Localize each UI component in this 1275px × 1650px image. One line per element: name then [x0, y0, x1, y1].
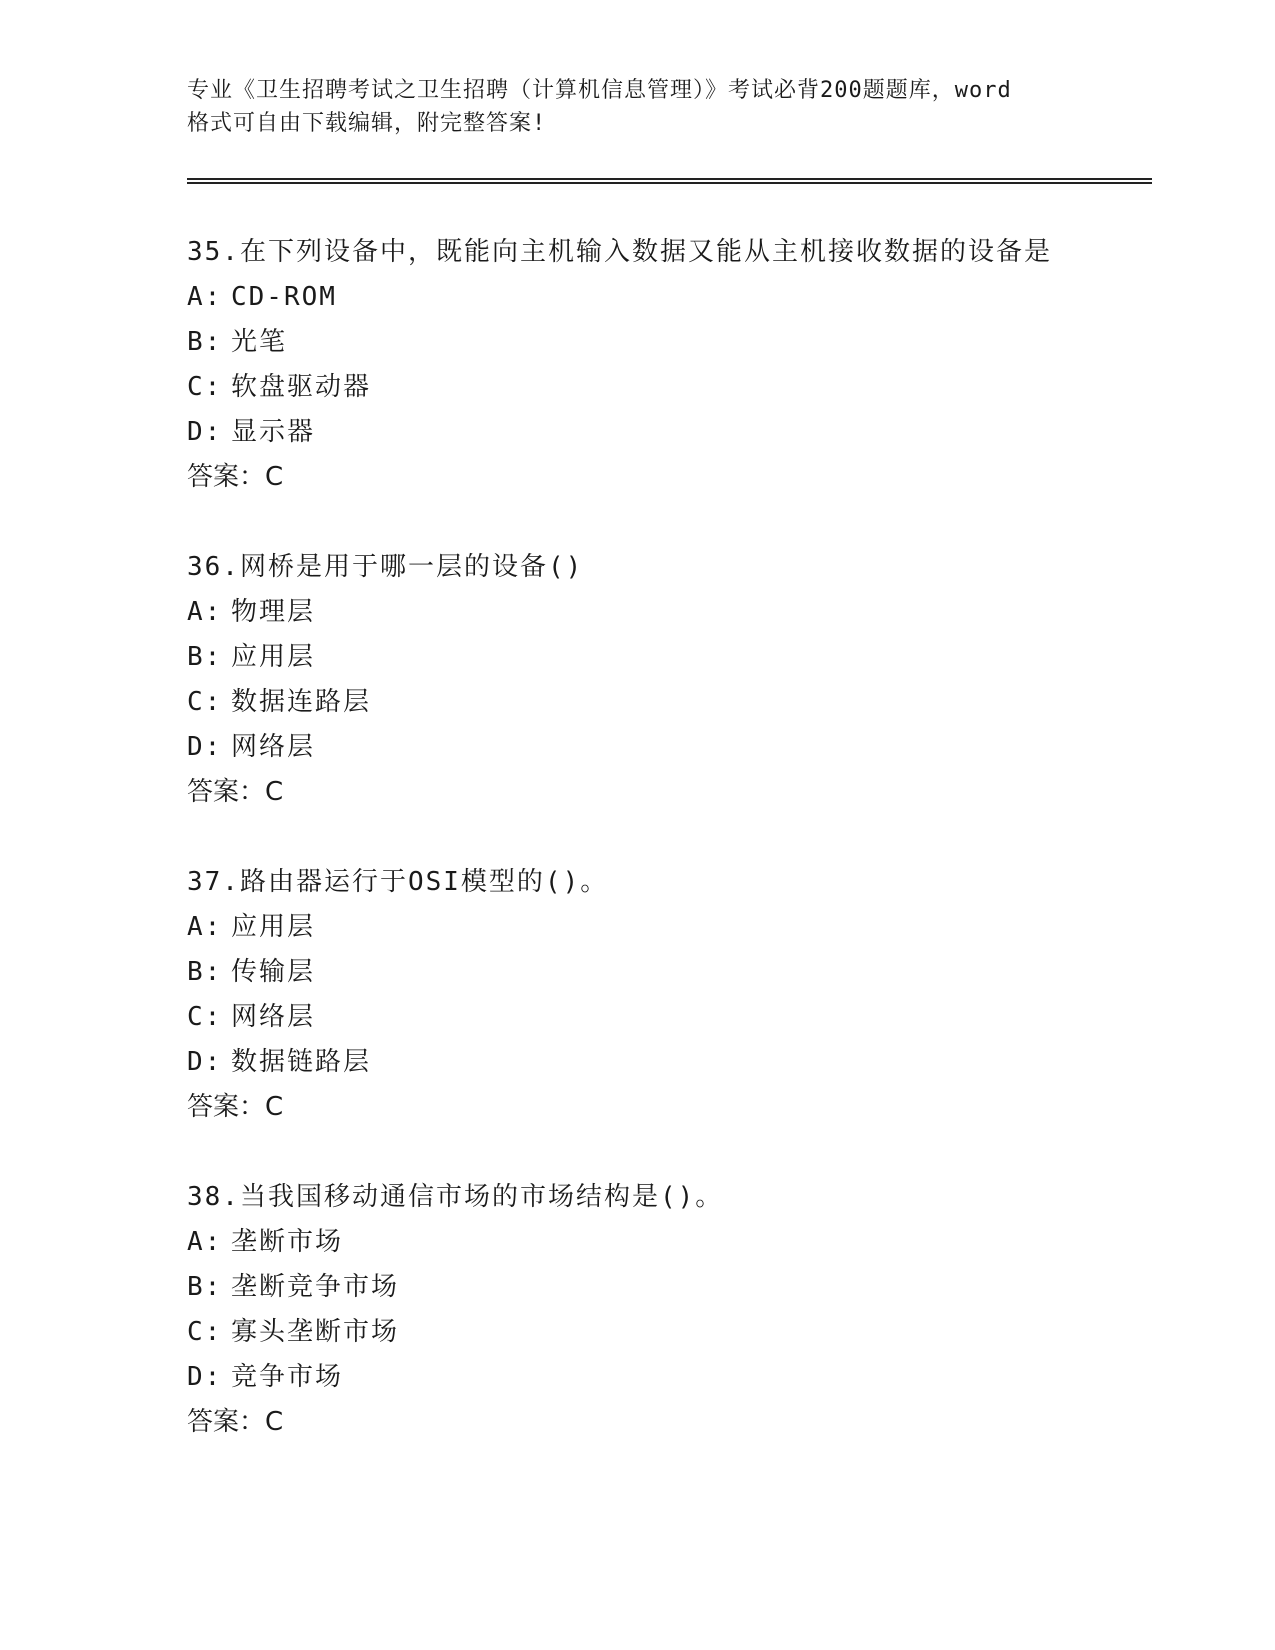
question-stem: 36.网桥是用于哪一层的设备() — [187, 552, 584, 582]
option-a — [187, 905, 1152, 950]
option-c — [187, 1310, 1152, 1355]
option-d — [187, 725, 1152, 770]
option-letter: A: — [187, 597, 223, 627]
option-d — [187, 1355, 1152, 1400]
option-letter: B: — [187, 1272, 223, 1302]
answer-line: 答案：C — [187, 1407, 284, 1437]
header-divider — [187, 178, 1152, 184]
option-c — [187, 680, 1152, 725]
option-letter: C: — [187, 1317, 223, 1347]
question-36 — [187, 545, 1152, 815]
question-stem: 37.路由器运行于OSI模型的()。 — [187, 867, 609, 897]
answer-line: 答案：C — [187, 462, 284, 492]
option-text: 垄断竞争市场 — [231, 1272, 400, 1302]
option-letter: C: — [187, 687, 223, 717]
option-letter: D: — [187, 1047, 223, 1077]
question-37 — [187, 860, 1152, 1130]
option-text: 传输层 — [231, 957, 316, 987]
option-d — [187, 410, 1152, 455]
option-letter: A: — [187, 1227, 223, 1257]
option-letter: B: — [187, 642, 223, 672]
option-text: 数据链路层 — [231, 1047, 372, 1077]
option-text: 网络层 — [231, 1002, 316, 1032]
option-text: 应用层 — [231, 912, 316, 942]
question-stem: 38.当我国移动通信市场的市场结构是()。 — [187, 1182, 724, 1212]
option-b — [187, 950, 1152, 995]
option-b — [187, 320, 1152, 365]
question-35 — [187, 230, 1152, 500]
option-text: 应用层 — [231, 642, 316, 672]
option-a — [187, 590, 1152, 635]
option-letter: D: — [187, 417, 223, 447]
answer-line: 答案：C — [187, 777, 284, 807]
header-line-2: 格式可自由下载编辑，附完整答案! — [187, 111, 547, 136]
answer-line: 答案：C — [187, 1092, 284, 1122]
option-b — [187, 635, 1152, 680]
option-text: 网络层 — [231, 732, 316, 762]
option-text: 软盘驱动器 — [231, 372, 372, 402]
option-text: 寡头垄断市场 — [231, 1317, 400, 1347]
option-letter: C: — [187, 372, 223, 402]
question-38 — [187, 1175, 1152, 1445]
option-b — [187, 1265, 1152, 1310]
option-letter: B: — [187, 327, 223, 357]
option-text: 垄断市场 — [231, 1227, 344, 1257]
option-text: CD-ROM — [231, 282, 337, 312]
document-header — [187, 74, 1087, 140]
option-c — [187, 995, 1152, 1040]
option-letter: A: — [187, 912, 223, 942]
option-letter: C: — [187, 1002, 223, 1032]
option-letter: B: — [187, 957, 223, 987]
option-text: 数据连路层 — [231, 687, 372, 717]
option-text: 显示器 — [231, 417, 316, 447]
option-letter: D: — [187, 732, 223, 762]
option-c — [187, 365, 1152, 410]
option-a — [187, 275, 1152, 320]
option-a — [187, 1220, 1152, 1265]
option-text: 光笔 — [231, 327, 288, 357]
option-text: 竞争市场 — [231, 1362, 344, 1392]
option-d — [187, 1040, 1152, 1085]
question-stem: 35.在下列设备中，既能向主机输入数据又能从主机接收数据的设备是 — [187, 237, 1052, 267]
option-letter: A: — [187, 282, 223, 312]
option-text: 物理层 — [231, 597, 316, 627]
option-letter: D: — [187, 1362, 223, 1392]
header-line-1: 专业《卫生招聘考试之卫生招聘（计算机信息管理）》考试必背200题题库，word — [187, 78, 1012, 103]
